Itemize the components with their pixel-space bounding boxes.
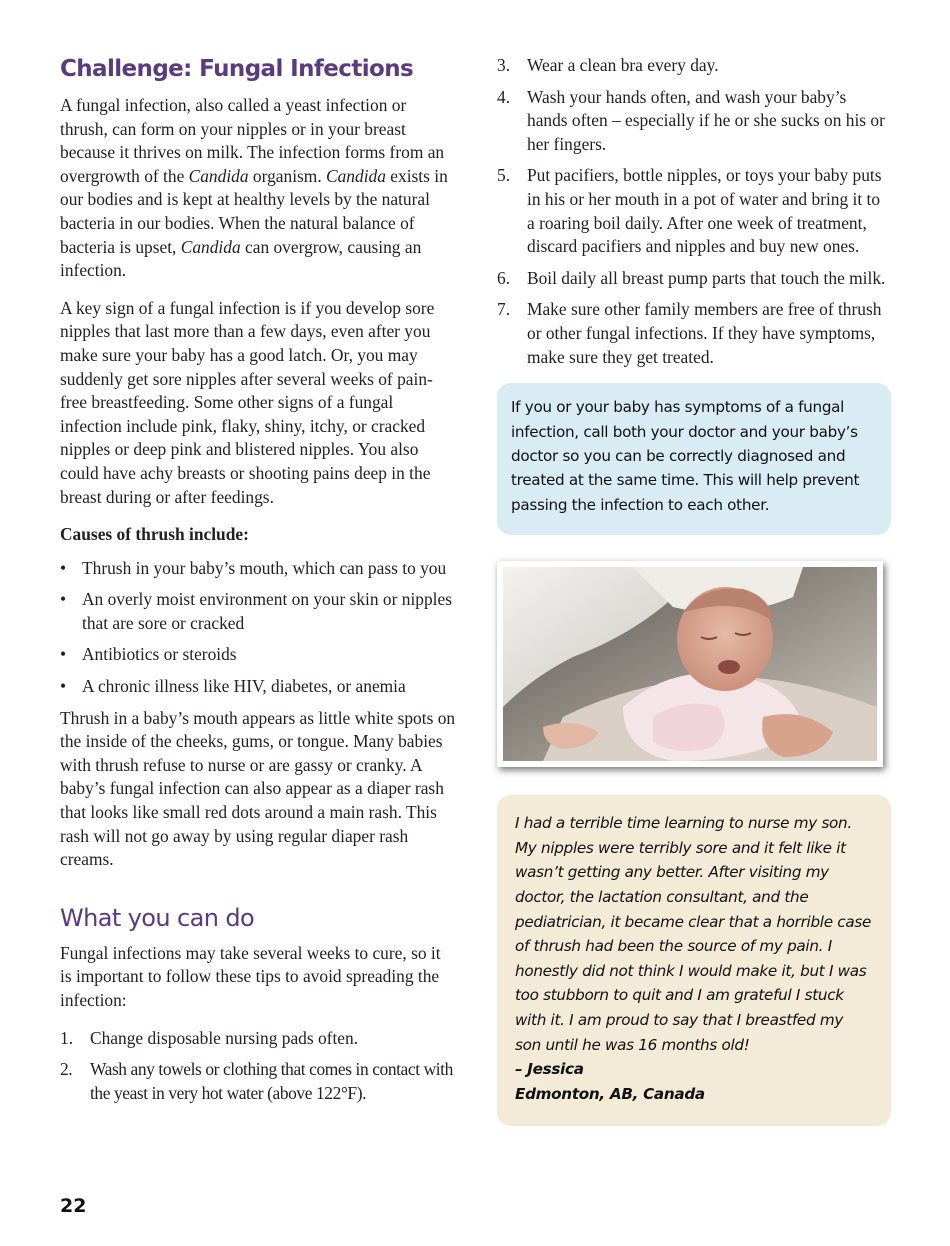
list-item: • Thrush in your baby’s mouth, which can pass to you: [60, 557, 456, 581]
list-item: 5. Put pacifiers, bottle nipples, or toys your baby puts in his or her mouth in a pot of water and bring it to a roaring boil daily. After one week of treatment, discard pacifiers and nipples and buy new ones.: [497, 165, 882, 257]
what-you-can-do-heading: What you can do: [60, 903, 255, 932]
page-title: Challenge: Fungal Infections: [60, 56, 414, 82]
quote-location: Edmonton, AB, Canada: [515, 1084, 705, 1103]
baby-thrush-paragraph: Thrush in a baby’s mouth appears as little white spots on the inside of the cheeks, gums, or tongue. Many babies with thrush refuse to nurse or are gassy or cranky. A baby’s fungal infection can also appear as a diaper rash that looks like small red dots around a main rash. This rash will not go away by using regular diaper rash creams.: [60, 707, 456, 870]
list-item: • A chronic illness like HIV, diabetes, or anemia: [60, 675, 456, 699]
list-item: 6. Boil daily all breast pump parts that touch the milk.: [497, 267, 886, 288]
page-number: 22: [60, 1195, 87, 1217]
what-you-can-do-paragraph: Fungal infections may take several weeks to cure, so it is important to follow these tips to avoid spreading the infection:: [60, 942, 441, 1010]
list-item: 2. Wash any towels or clothing that comes in contact with the yeast in very hot water (above 122°F).: [60, 1059, 453, 1103]
causes-list: [60, 557, 456, 699]
bullet-icon: •: [60, 589, 67, 610]
list-item: 1. Change disposable nursing pads often.: [60, 1027, 359, 1048]
quote-text: I had a terrible time learning to nurse my son. My nipples were terribly sore and it felt like it wasn’t getting any better. After visiting my doctor, the lactation consultant, and the pediatrician, it became clear that a horrible case of thrush had been the source of my pain. I honestly did not think I would make it, but I was too stubborn to quit and I am grateful I stuck with it. I am proud to say that I breastfed my son until he was 16 months old!: [515, 814, 872, 1054]
bullet-icon: •: [60, 557, 67, 578]
left-column: [60, 54, 456, 1113]
bullet-icon: •: [60, 644, 67, 665]
quote-author: – Jessica: [515, 1060, 584, 1079]
list-item: • Antibiotics or steroids: [60, 643, 456, 667]
right-column: [497, 54, 891, 1126]
list-item: 3. Wear a clean bra every day.: [497, 55, 719, 75]
baby-photo: [497, 561, 883, 767]
tips-list-right: [497, 54, 891, 369]
causes-heading: Causes of thrush include:: [60, 524, 249, 545]
intro-paragraph: A fungal infection, also called a yeast infection or thrush, can form on your nipples or in your breast because it thrives on milk. The infection forms from an overgrowth of the Candida organism. Candida exists in our bodies and is kept at healthy levels by the natural bacteria in our bodies. When the natural balance of bacteria is upset, Candida can overgrow, causing an infection.: [60, 95, 448, 281]
crying-baby-image: [503, 567, 877, 761]
tips-list-left: [60, 1027, 456, 1106]
signs-paragraph: A key sign of a fungal infection is if you develop sore nipples that last more than a few days, even after you make sure your baby has a good latch. Or, you may suddenly get sore nipples after several weeks of pain-free breastfeeding. Some other signs of a fungal infection include pink, flaky, shiny, itchy, or cracked nipples or deep pink and blistered nipples. You also could have achy breasts or shooting pains deep in the breast during or after feedings.: [60, 297, 435, 507]
list-item: 7. Make sure other family members are free of thrush or other fungal infections. If they have symptoms, make sure they get treated.: [497, 299, 882, 367]
list-item: 4. Wash your hands often, and wash your baby’s hands often – especially if he or she sucks on his or her fingers.: [497, 86, 885, 154]
bullet-icon: •: [60, 676, 67, 697]
list-item: • An overly moist environment on your skin or nipples that are sore or cracked: [60, 589, 452, 633]
doctor-callout: If you or your baby has symptoms of a fungal infection, call both your doctor and your baby’s doctor so you can be correctly diagnosed and treated at the same time. This will help prevent passing the infection to each other.: [497, 383, 891, 535]
testimonial-quote: [497, 795, 891, 1126]
